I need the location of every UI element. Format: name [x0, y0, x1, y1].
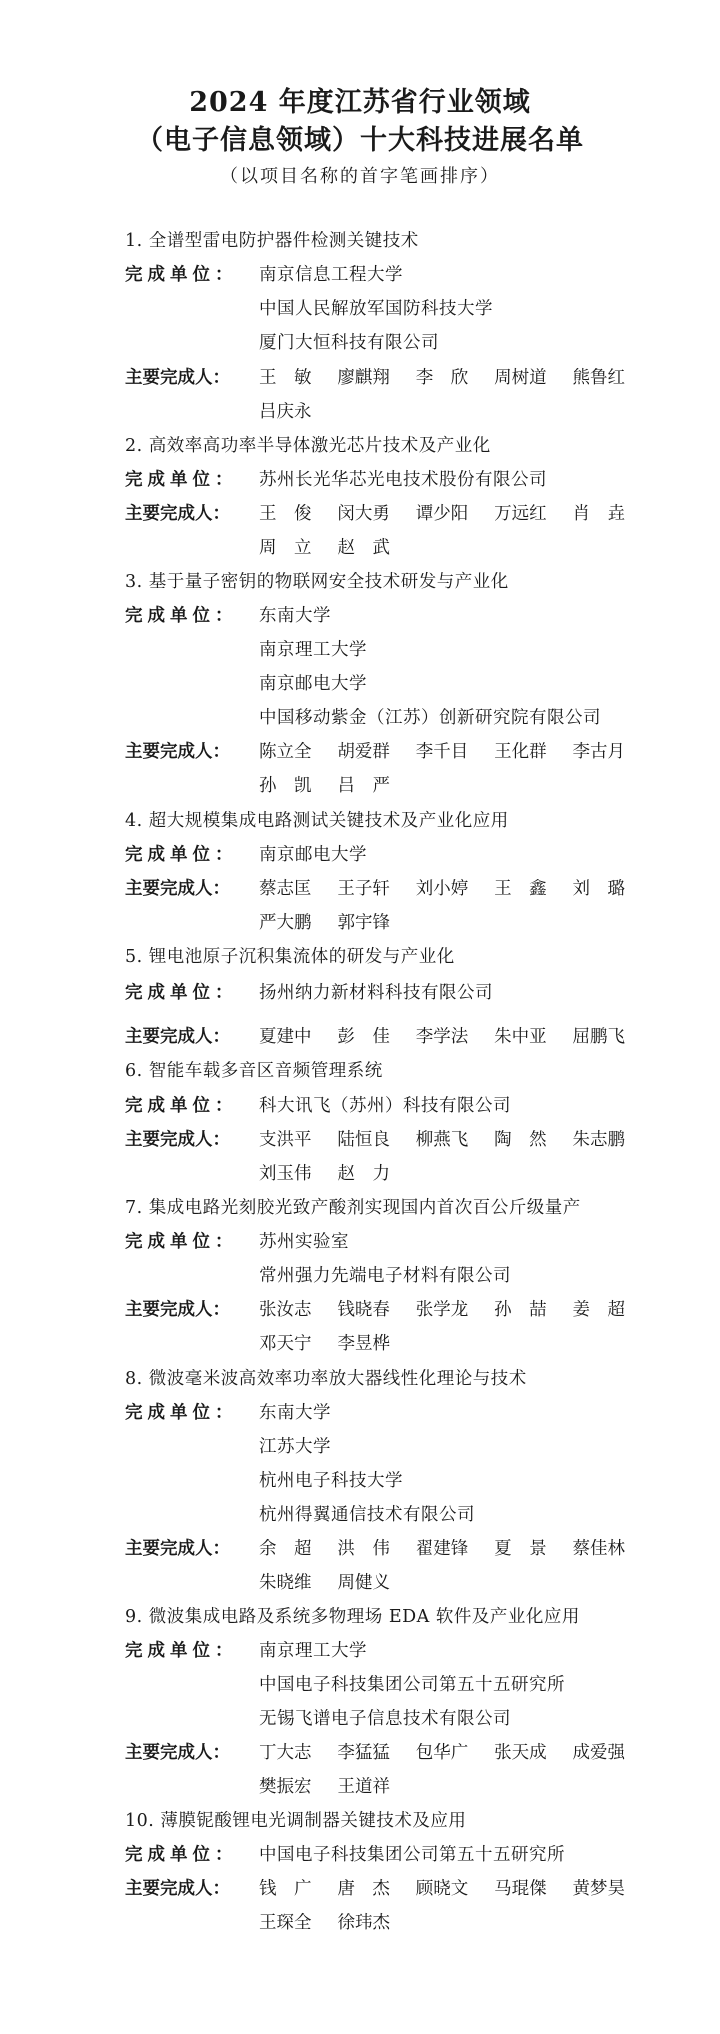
unit-name: 厦门大恒科技有限公司	[259, 333, 439, 353]
unit-label: 完成单位：	[125, 1641, 238, 1661]
unit-name: 扬州纳力新材料科技有限公司	[259, 983, 493, 1003]
people-row	[259, 1570, 625, 1596]
unit-name: 南京理工大学	[259, 1641, 367, 1661]
person-name: 夏 景	[494, 1539, 547, 1559]
person-name: 闵大勇	[337, 504, 390, 524]
person-name: 周树道	[494, 368, 547, 388]
people-row	[259, 1127, 625, 1153]
person-name: 张汝志	[259, 1300, 312, 1320]
people-row	[259, 910, 625, 936]
person-name: 翟建锋	[415, 1539, 469, 1559]
people-label: 主要完成人：	[125, 1743, 230, 1763]
person-name: 马琨傑	[494, 1879, 547, 1899]
project-title: 2. 高效率高功率半导体激光芯片技术及产业化	[125, 436, 491, 456]
project-title: 5. 锂电池原子沉积集流体的研发与产业化	[125, 947, 455, 967]
person-name: 周健义	[337, 1573, 390, 1593]
person-name: 李学法	[415, 1027, 469, 1047]
person-name: 张学龙	[415, 1300, 469, 1320]
project-title: 3. 基于量子密钥的物联网安全技术研发与产业化	[125, 572, 509, 592]
unit-name: 南京邮电大学	[259, 845, 367, 865]
unit-label: 完成单位：	[125, 845, 238, 865]
person-name: 刘玉伟	[259, 1164, 312, 1184]
people-label: 主要完成人：	[125, 1539, 230, 1559]
unit-label: 完成单位：	[125, 1232, 238, 1252]
project-title: 9. 微波集成电路及系统多物理场 EDA 软件及产业化应用	[125, 1607, 580, 1627]
unit-label: 完成单位：	[125, 1845, 238, 1865]
project-title: 1. 全谱型雷电防护器件检测关键技术	[125, 231, 419, 251]
person-name: 熊鲁红	[572, 368, 625, 388]
person-name: 朱晓维	[259, 1573, 312, 1593]
unit-name: 苏州长光华芯光电技术股份有限公司	[259, 470, 547, 490]
people-label: 主要完成人：	[125, 1130, 230, 1150]
person-name: 陆恒良	[337, 1130, 390, 1150]
person-name: 王子轩	[337, 879, 390, 899]
unit-name: 南京信息工程大学	[259, 265, 403, 285]
document-title-line2: （电子信息领域）十大科技进展名单	[136, 125, 584, 156]
unit-name: 江苏大学	[259, 1437, 331, 1457]
unit-name: 杭州得翼通信技术有限公司	[259, 1505, 475, 1525]
people-label: 主要完成人：	[125, 1879, 230, 1899]
person-name: 洪 伟	[337, 1539, 390, 1559]
person-name: 唐 杰	[337, 1879, 390, 1899]
person-name: 顾晓文	[415, 1879, 469, 1899]
person-name: 赵 力	[337, 1164, 390, 1184]
person-name: 谭少阳	[415, 504, 469, 524]
people-label: 主要完成人：	[125, 368, 230, 388]
people-label: 主要完成人：	[125, 1300, 230, 1320]
people-row	[259, 1536, 625, 1562]
person-name: 李千目	[415, 742, 469, 762]
people-row	[259, 399, 625, 425]
unit-name: 东南大学	[259, 1403, 331, 1423]
person-name: 李猛猛	[337, 1743, 390, 1763]
unit-name: 中国人民解放军国防科技大学	[259, 299, 493, 319]
person-name: 钱晓春	[337, 1300, 390, 1320]
people-row	[259, 501, 625, 527]
unit-label: 完成单位：	[125, 265, 238, 285]
people-row	[259, 1876, 625, 1902]
person-name: 彭 佳	[337, 1027, 390, 1047]
project-title: 4. 超大规模集成电路测试关键技术及产业化应用	[125, 811, 509, 831]
person-name: 王 敏	[259, 368, 312, 388]
person-name: 邓天宁	[259, 1334, 312, 1354]
unit-name: 苏州实验室	[259, 1232, 349, 1252]
people-row	[259, 1774, 625, 1800]
person-name: 廖麒翔	[337, 368, 390, 388]
person-name: 万远红	[494, 504, 547, 524]
unit-name: 无锡飞谱电子信息技术有限公司	[259, 1709, 511, 1729]
people-row	[259, 1297, 625, 1323]
person-name: 丁大志	[259, 1743, 312, 1763]
person-name: 包华广	[415, 1743, 469, 1763]
person-name: 朱中亚	[494, 1027, 547, 1047]
project-title: 10. 薄膜铌酸锂电光调制器关键技术及应用	[125, 1811, 467, 1831]
person-name: 王 鑫	[494, 879, 547, 899]
person-name: 樊振宏	[259, 1777, 312, 1797]
person-name: 徐玮杰	[337, 1913, 390, 1933]
person-name: 吕庆永	[259, 402, 312, 422]
unit-label: 完成单位：	[125, 1096, 238, 1116]
project-title: 6. 智能车载多音区音频管理系统	[125, 1061, 383, 1081]
unit-label: 完成单位：	[125, 606, 238, 626]
person-name: 李古月	[572, 742, 625, 762]
person-name: 陶 然	[494, 1130, 547, 1150]
person-name: 蔡佳林	[572, 1539, 625, 1559]
people-row	[259, 1024, 625, 1050]
person-name: 吕 严	[337, 776, 390, 796]
person-name: 成爱强	[572, 1743, 625, 1763]
unit-name: 南京理工大学	[259, 640, 367, 660]
unit-label: 完成单位：	[125, 470, 238, 490]
person-name: 王道祥	[337, 1777, 390, 1797]
person-name: 王琛全	[259, 1913, 312, 1933]
person-name: 姜 超	[572, 1300, 625, 1320]
unit-name: 中国电子科技集团公司第五十五研究所	[259, 1675, 565, 1695]
person-name: 支洪平	[259, 1130, 312, 1150]
unit-name: 中国电子科技集团公司第五十五研究所	[259, 1845, 565, 1865]
unit-name: 南京邮电大学	[259, 674, 367, 694]
person-name: 赵 武	[337, 538, 390, 558]
people-row	[259, 739, 625, 765]
people-label: 主要完成人：	[125, 879, 230, 899]
person-name: 严大鹏	[259, 913, 312, 933]
person-name: 黄梦昊	[572, 1879, 625, 1899]
people-row	[259, 365, 625, 391]
people-row	[259, 773, 625, 799]
project-title: 7. 集成电路光刻胶光致产酸剂实现国内首次百公斤级量产	[125, 1198, 581, 1218]
people-label: 主要完成人：	[125, 1027, 230, 1047]
person-name: 朱志鹏	[572, 1130, 625, 1150]
person-name: 王 俊	[259, 504, 312, 524]
document-subtitle: （以项目名称的首字笔画排序）	[220, 166, 500, 187]
person-name: 钱 广	[259, 1879, 312, 1899]
document-title-line1: 2024 年度江苏省行业领域	[189, 87, 531, 118]
person-name: 柳燕飞	[415, 1130, 469, 1150]
people-row	[259, 876, 625, 902]
people-row	[259, 535, 625, 561]
project-title: 8. 微波毫米波高效率功率放大器线性化理论与技术	[125, 1369, 527, 1389]
people-row	[259, 1161, 625, 1187]
unit-name: 东南大学	[259, 606, 331, 626]
unit-name: 常州强力先端电子材料有限公司	[259, 1266, 511, 1286]
unit-name: 杭州电子科技大学	[259, 1471, 403, 1491]
person-name: 屈鹏飞	[572, 1027, 625, 1047]
people-label: 主要完成人：	[125, 504, 230, 524]
people-row	[259, 1740, 625, 1766]
unit-label: 完成单位：	[125, 1403, 238, 1423]
person-name: 李昱桦	[337, 1334, 390, 1354]
person-name: 张天成	[494, 1743, 547, 1763]
person-name: 余 超	[259, 1539, 312, 1559]
person-name: 王化群	[494, 742, 547, 762]
person-name: 陈立全	[259, 742, 312, 762]
people-row	[259, 1331, 625, 1357]
person-name: 蔡志匡	[259, 879, 312, 899]
unit-label: 完成单位：	[125, 983, 238, 1003]
people-row	[259, 1910, 625, 1936]
people-label: 主要完成人：	[125, 742, 230, 762]
person-name: 周 立	[259, 538, 312, 558]
person-name: 孙 喆	[494, 1300, 547, 1320]
person-name: 郭宇锋	[337, 913, 390, 933]
person-name: 李 欣	[415, 368, 469, 388]
person-name: 刘小婷	[415, 879, 469, 899]
person-name: 夏建中	[259, 1027, 312, 1047]
unit-name: 科大讯飞（苏州）科技有限公司	[259, 1096, 511, 1116]
person-name: 刘 璐	[572, 879, 625, 899]
unit-name: 中国移动紫金（江苏）创新研究院有限公司	[259, 708, 601, 728]
person-name: 肖 垚	[572, 504, 625, 524]
person-name: 胡爱群	[337, 742, 390, 762]
person-name: 孙 凯	[259, 776, 312, 796]
